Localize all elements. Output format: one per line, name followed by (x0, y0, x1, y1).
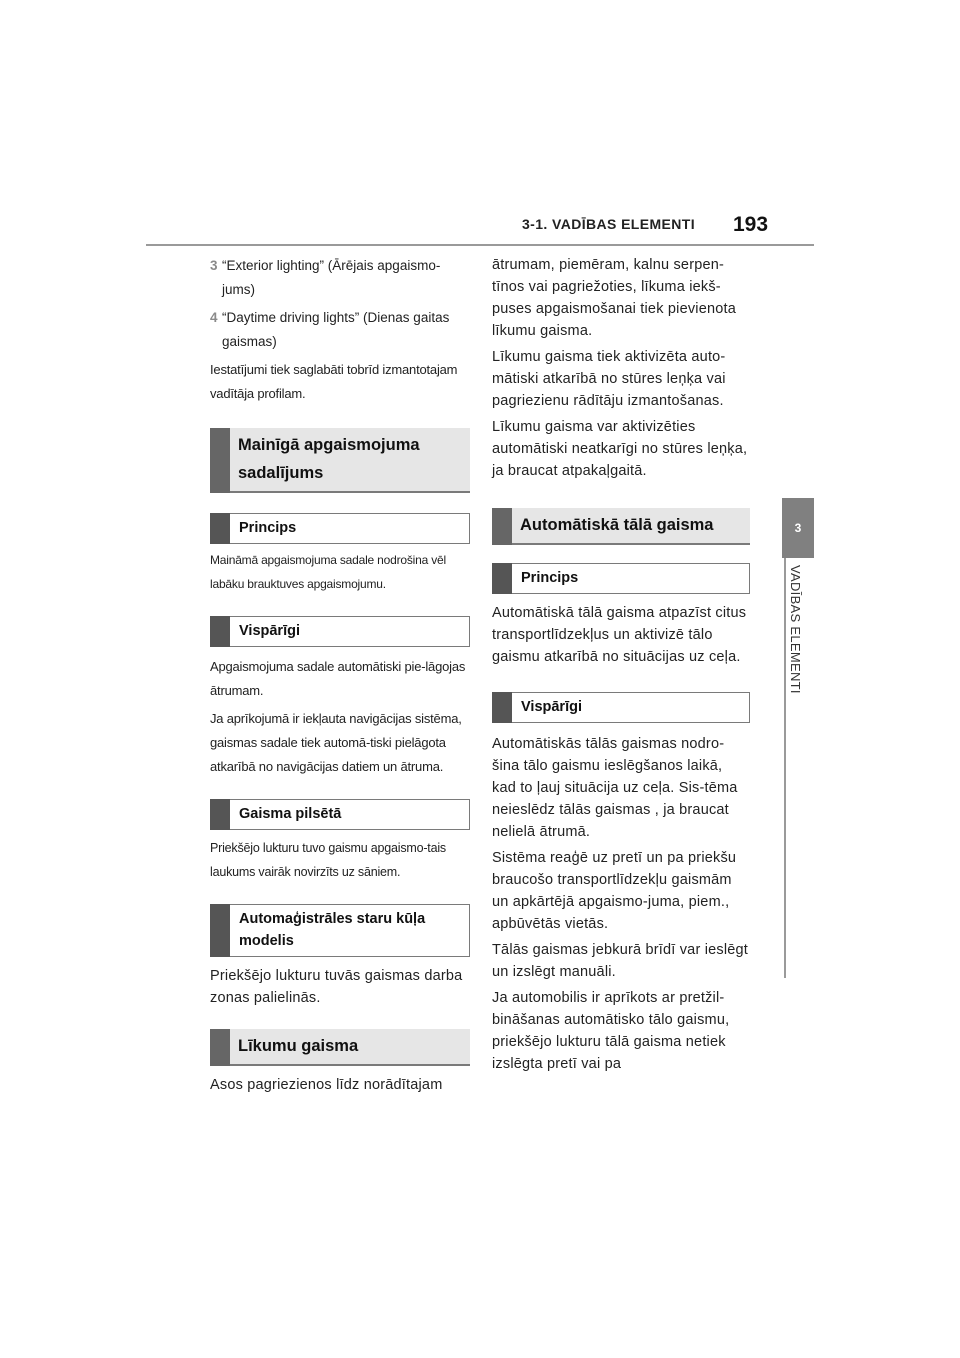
general-paragraph: Tālās gaismas jebkurā brīdī var ieslēgt un izslēgt manuāli. (492, 942, 749, 980)
chapter-label: VADĪBAS ELEMENTI (788, 565, 803, 694)
heading-marker (210, 428, 230, 493)
heading-marker (492, 692, 512, 723)
sub-heading-principle (492, 563, 750, 594)
sub-heading-highway-light (210, 904, 470, 957)
heading-marker (492, 508, 512, 545)
chapter-tab-line (784, 558, 786, 978)
chapter-tab (782, 498, 814, 558)
settings-note: Iestatījumi tiek saglabāti tobrīd izmantotajam vadītāja profilam. (210, 362, 458, 401)
general-paragraph: Ja aprīkojumā ir iekļauta navigācijas sistēma, gaismas sadale tiek automā-tiski pielāgota atkarībā no navigācijas datiem un ātruma. (210, 711, 462, 774)
list-item (210, 254, 470, 302)
heading-marker (210, 513, 230, 544)
list-item-number: 4 (210, 310, 218, 325)
sub-heading-text: Vispārīgi (239, 623, 300, 639)
principle-paragraph: Maināmā apgaismojuma sadale nodrošina vēl labāku brauktuves apgaismojumu. (210, 553, 446, 591)
sub-heading-text: Gaisma pilsētā (239, 806, 342, 822)
curve-light-paragraph-continued: ātrumam, piemēram, kalnu serpen-tīnos vai pagriežoties, līkuma iekš-puses apgaismošanai tiek pievienota līkumu gaisma. (492, 257, 736, 339)
sub-heading-text: Princips (239, 520, 297, 536)
sub-heading-text: Automaģistrāles staru kūļa modelis (239, 911, 426, 949)
general-paragraph: Automātiskās tālās gaismas nodro-šina tālo gaismu ieslēgšanos laikā, kad to ļauj situācija uz ceļa. Sis-tēma neieslēdz tālās gaismas , ja braucat nelielā ātrumā. (492, 736, 738, 840)
sub-heading-general (492, 692, 750, 723)
sub-heading-city-light (210, 799, 470, 830)
sub-heading-principle (210, 513, 470, 544)
heading-marker (210, 799, 230, 830)
general-paragraph: Ja automobilis ir aprīkots ar pretžil-bināšanas automātisko tālo gaismu, priekšējo lukturu tālā gaisma netiek izslēgta pretī vai pa (492, 990, 730, 1072)
sub-heading-general (210, 616, 470, 647)
list-item-text: “Exterior lighting” (Ārējais apgaismo-jums) (222, 258, 441, 297)
running-header: 3-1. VADĪBAS ELEMENTI (522, 216, 696, 232)
highway-light-paragraph: Priekšējo lukturu tuvās gaismas darba zonas palielinās. (210, 968, 463, 1006)
curve-light-paragraph: Asos pagriezienos līdz norādītajam (210, 1077, 443, 1093)
general-paragraph: Sistēma reaģē uz pretī un pa priekšu braucošo transportlīdzekļu gaismām un apkārtējā apgaismo-juma, piem., apbūvētās vietās. (492, 850, 737, 932)
page-number: 193 (733, 213, 769, 236)
section-heading-auto-high-beam (492, 508, 750, 545)
general-paragraph: Apgaismojuma sadale automātiski pie-lāgojas ātrumam. (210, 659, 466, 698)
list-item-text: “Daytime driving lights” (Dienas gaitas gaismas) (222, 310, 450, 349)
heading-marker (210, 904, 230, 957)
left-column (210, 254, 470, 1096)
heading-marker (210, 1029, 230, 1066)
header-divider (146, 244, 814, 246)
city-light-paragraph: Priekšējo lukturu tuvo gaismu apgaismo-tais laukums vairāk novirzīts uz sāniem. (210, 841, 446, 879)
principle-paragraph: Automātiskā tālā gaisma atpazīst citus transportlīdzekļus un aktivizē tālo gaismu atkarībā no situācijas uz ceļa. (492, 605, 747, 665)
section-heading-text: Automātiskā tālā gaisma (520, 516, 714, 534)
curve-light-paragraph: Līkumu gaisma var aktivizēties automātiski neatkarīgi no stūres leņķa, ja braucat atpakaļgaitā. (492, 419, 748, 479)
list-item (210, 306, 470, 354)
heading-marker (210, 616, 230, 647)
section-heading-curve-light (210, 1029, 470, 1066)
section-heading-adaptive-light (210, 428, 470, 493)
chapter-number: 3 (794, 521, 802, 535)
list-item-number: 3 (210, 258, 218, 273)
sub-heading-text: Vispārīgi (521, 699, 582, 715)
curve-light-paragraph: Līkumu gaisma tiek aktivizēta auto-mātiski atkarībā no stūres leņķa vai pagriezienu rādītāju izmantošanas. (492, 349, 726, 409)
section-heading-text: Mainīgā apgaismojuma sadalījums (238, 436, 420, 482)
sub-heading-text: Princips (521, 570, 579, 586)
right-column (492, 254, 750, 1075)
section-heading-text: Līkumu gaisma (238, 1037, 359, 1055)
heading-marker (492, 563, 512, 594)
